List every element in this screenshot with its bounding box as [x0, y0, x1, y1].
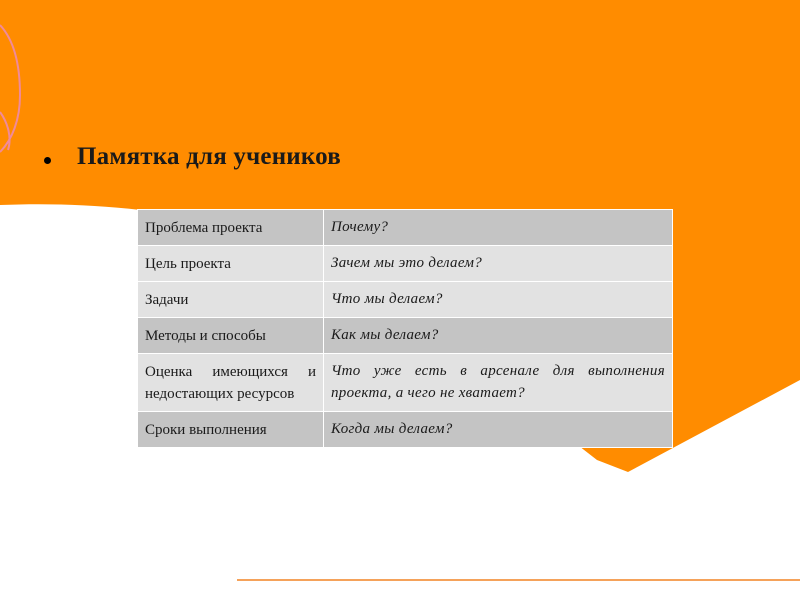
row-label: Методы и способы [138, 318, 324, 354]
row-label: Оценка имеющихся и недостающих ресурсов [138, 354, 324, 412]
table-row [138, 354, 673, 412]
table-row [138, 282, 673, 318]
row-question: Зачем мы это делаем? [324, 246, 673, 282]
row-question: Когда мы делаем? [324, 412, 673, 448]
row-label: Сроки выполнения [138, 412, 324, 448]
row-label: Проблема проекта [138, 210, 324, 246]
table-row [138, 318, 673, 354]
bullet-icon [44, 157, 51, 164]
row-question: Как мы делаем? [324, 318, 673, 354]
row-question: Что мы делаем? [324, 282, 673, 318]
memo-table [137, 209, 673, 448]
title-row [44, 143, 341, 171]
row-question: Почему? [324, 210, 673, 246]
table-row [138, 412, 673, 448]
row-label: Задачи [138, 282, 324, 318]
row-label: Цель проекта [138, 246, 324, 282]
table-row [138, 246, 673, 282]
page-title: Памятка для учеников [77, 143, 341, 170]
row-question: Что уже есть в арсенале для выполнения проекта, а чего не хватает? [324, 354, 673, 412]
table-row [138, 210, 673, 246]
